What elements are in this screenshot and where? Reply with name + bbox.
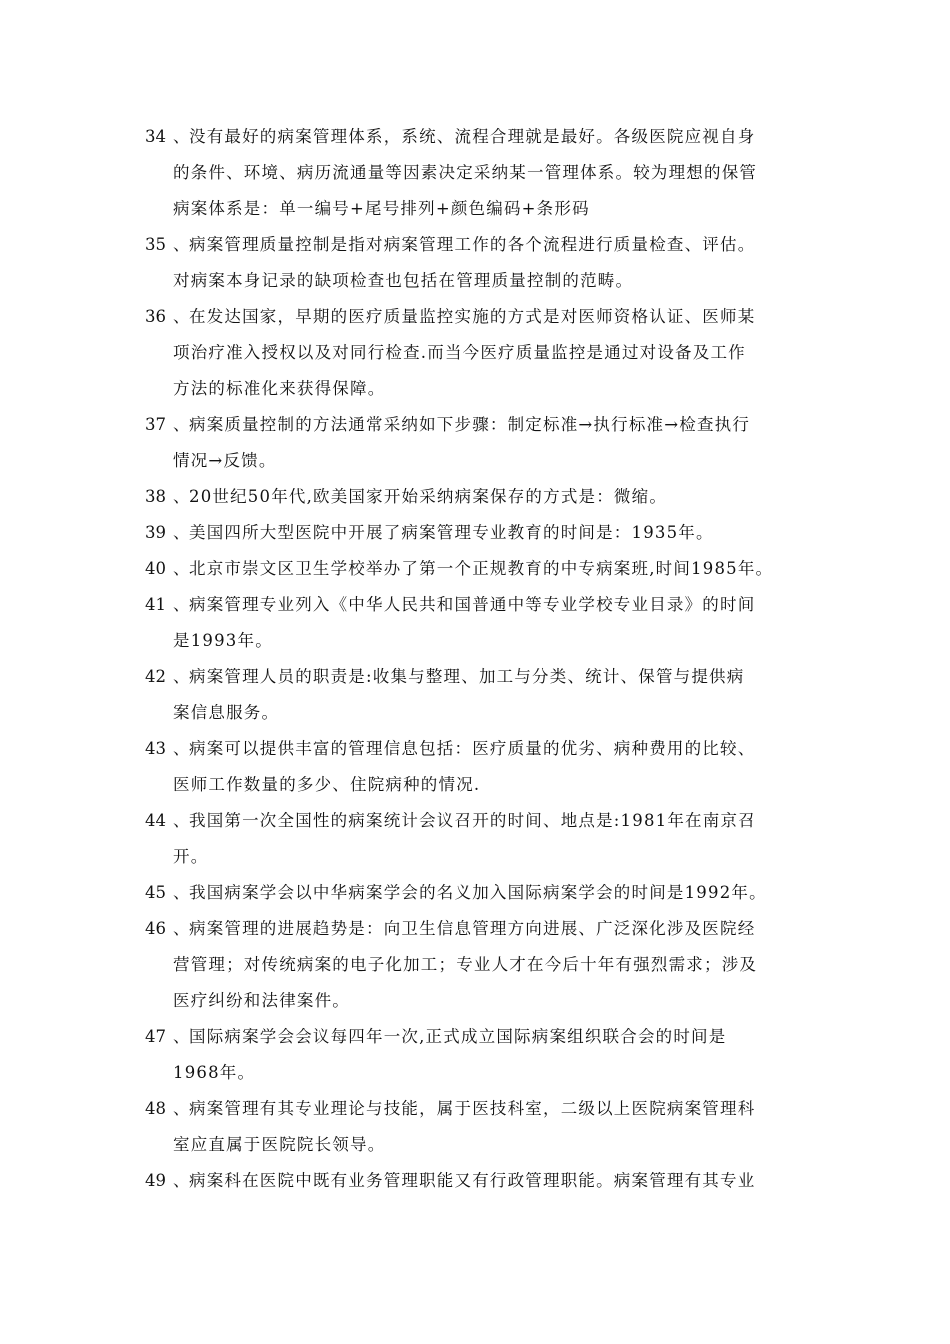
- list-item: [145, 659, 807, 731]
- item-text: [173, 803, 807, 875]
- item-text-line: 我国第一次全国性的病案统计会议召开的时间、地点是:1981年在南京召: [189, 811, 756, 830]
- item-number: 39: [145, 523, 166, 542]
- list-item: [145, 1019, 807, 1091]
- item-number: 48: [145, 1099, 166, 1118]
- list-item: [145, 731, 807, 803]
- item-number: 47: [145, 1027, 166, 1046]
- item-number: 40: [145, 559, 166, 578]
- item-text: [173, 587, 807, 659]
- item-number: 46: [145, 919, 166, 938]
- item-text: [173, 407, 807, 479]
- item-text-line: 室应直属于医院院长领导。: [173, 1135, 386, 1154]
- item-text-line: 1968年。: [173, 1063, 256, 1082]
- list-item: [145, 551, 807, 587]
- item-text-line: 没有最好的病案管理体系，系统、流程合理就是最好。各级医院应视自身: [189, 127, 756, 146]
- item-text-line: 国际病案学会会议每四年一次,正式成立国际病案组织联合会的时间是: [189, 1027, 727, 1046]
- item-text-line: 医师工作数量的多少、住院病种的情况.: [173, 775, 481, 794]
- item-text-line: 病案管理有其专业理论与技能，属于医技科室，二级以上医院病案管理科: [189, 1099, 756, 1118]
- item-separator: 、: [173, 415, 191, 434]
- item-text: [189, 875, 807, 911]
- item-separator: 、: [173, 1027, 191, 1046]
- item-text-line: 20世纪50年代,欧美国家开始采纳病案保存的方式是：微缩。: [189, 487, 668, 506]
- item-text-line: 北京市崇文区卫生学校举办了第一个正规教育的中专病案班,时间1985年。: [189, 559, 774, 578]
- item-number: 41: [145, 595, 166, 614]
- numbered-list: [145, 119, 807, 1199]
- item-text-line: 方法的标准化来获得保障。: [173, 379, 386, 398]
- item-text-line: 美国四所大型医院中开展了病案管理专业教育的时间是：1935年。: [189, 523, 714, 542]
- item-text-line: 开。: [173, 847, 209, 866]
- item-text: [189, 515, 807, 551]
- item-text-line: 的条件、环境、病历流通量等因素决定采纳某一管理体系。较为理想的保管: [173, 163, 758, 182]
- item-text-line: 病案体系是：单一编号+尾号排列+颜色编码+条形码: [173, 199, 590, 218]
- item-separator: 、: [173, 487, 191, 506]
- list-item: [145, 875, 807, 911]
- item-text: [189, 479, 807, 515]
- item-text: [173, 1091, 807, 1163]
- list-item: [145, 1163, 807, 1199]
- item-text-line: 情况→反馈。: [173, 451, 277, 470]
- item-separator: 、: [173, 739, 191, 758]
- item-text: [189, 551, 807, 587]
- item-number: 49: [145, 1171, 166, 1190]
- list-item: [145, 479, 807, 515]
- item-separator: 、: [173, 1099, 191, 1118]
- list-item: [145, 227, 807, 299]
- item-text: [173, 1019, 807, 1091]
- item-text-line: 对病案本身记录的缺项检查也包括在管理质量控制的范畴。: [173, 271, 634, 290]
- item-text: [189, 1163, 807, 1199]
- item-number: 35: [145, 235, 166, 254]
- item-text-line: 病案科在医院中既有业务管理职能又有行政管理职能。病案管理有其专业: [189, 1171, 756, 1190]
- item-separator: 、: [173, 883, 191, 902]
- item-separator: 、: [173, 595, 191, 614]
- item-text-line: 病案管理的进展趋势是：向卫生信息管理方向进展、广泛深化涉及医院经: [189, 919, 756, 938]
- item-separator: 、: [173, 667, 191, 686]
- item-text: [173, 911, 807, 1019]
- list-item: [145, 407, 807, 479]
- item-number: 45: [145, 883, 166, 902]
- list-item: [145, 119, 807, 227]
- item-separator: 、: [173, 559, 191, 578]
- item-text-line: 医疗纠纷和法律案件。: [173, 991, 350, 1010]
- item-text-line: 是1993年。: [173, 631, 273, 650]
- item-separator: 、: [173, 1171, 191, 1190]
- item-separator: 、: [173, 919, 191, 938]
- item-text: [173, 119, 807, 227]
- item-text-line: 病案管理人员的职责是:收集与整理、加工与分类、统计、保管与提供病: [189, 667, 745, 686]
- item-number: 43: [145, 739, 166, 758]
- item-text-line: 在发达国家，早期的医疗质量监控实施的方式是对医师资格认证、医师某: [189, 307, 756, 326]
- list-item: [145, 299, 807, 407]
- item-number: 37: [145, 415, 166, 434]
- item-number: 38: [145, 487, 166, 506]
- item-separator: 、: [173, 127, 191, 146]
- item-separator: 、: [173, 811, 191, 830]
- list-item: [145, 1091, 807, 1163]
- item-text-line: 案信息服务。: [173, 703, 280, 722]
- list-item: [145, 515, 807, 551]
- item-text-line: 病案管理质量控制是指对病案管理工作的各个流程进行质量检查、评估。: [189, 235, 756, 254]
- item-number: 44: [145, 811, 166, 830]
- item-text-line: 病案质量控制的方法通常采纳如下步骤：制定标准→执行标准→检查执行: [189, 415, 751, 434]
- list-item: [145, 911, 807, 1019]
- item-text-line: 项治疗准入授权以及对同行检查.而当今医疗质量监控是通过对设备及工作: [173, 343, 746, 362]
- item-number: 34: [145, 127, 166, 146]
- item-text: [173, 299, 807, 407]
- item-number: 42: [145, 667, 166, 686]
- item-separator: 、: [173, 235, 191, 254]
- item-separator: 、: [173, 307, 191, 326]
- item-text-line: 病案可以提供丰富的管理信息包括：医疗质量的优劣、病种费用的比较、: [189, 739, 756, 758]
- item-text: [173, 227, 807, 299]
- item-number: 36: [145, 307, 166, 326]
- list-item: [145, 587, 807, 659]
- item-text-line: 病案管理专业列入《中华人民共和国普通中等专业学校专业目录》的时间: [189, 595, 756, 614]
- list-item: [145, 803, 807, 875]
- item-text-line: 我国病案学会以中华病案学会的名义加入国际病案学会的时间是1992年。: [189, 883, 767, 902]
- item-text: [173, 659, 807, 731]
- item-text-line: 营管理；对传统病案的电子化加工；专业人才在今后十年有强烈需求；涉及: [173, 955, 758, 974]
- item-separator: 、: [173, 523, 191, 542]
- item-text: [173, 731, 807, 803]
